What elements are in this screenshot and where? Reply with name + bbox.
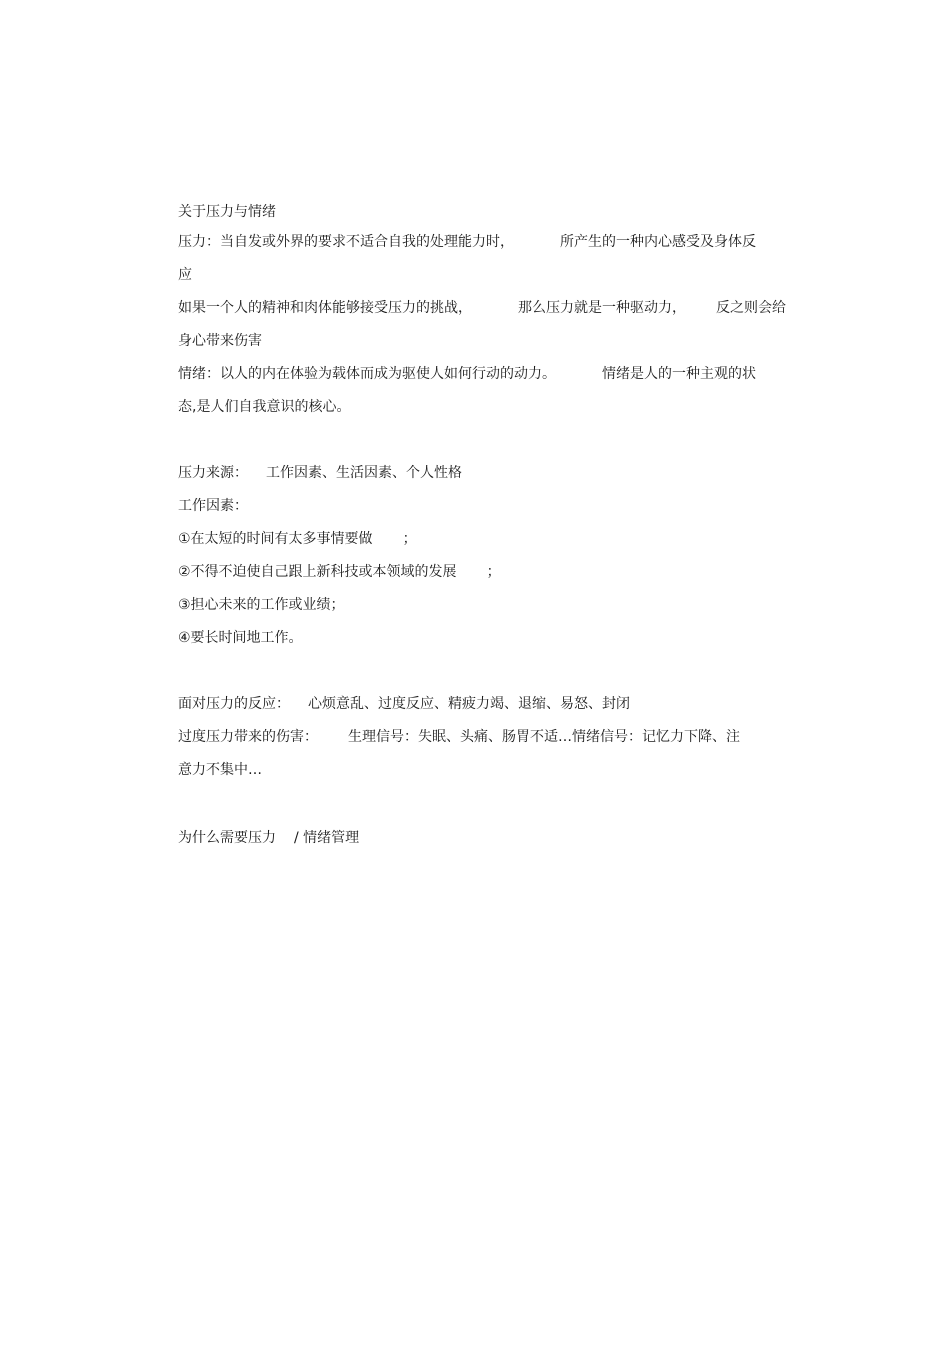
pressure-reaction-label: 面对压力的反应： (178, 696, 290, 712)
excess-pressure-harm-label: 过度压力带来的伤害： (178, 729, 318, 745)
work-factor-end: ； (486, 564, 501, 580)
pressure-challenge-part-c: 反之则会给 (716, 300, 786, 316)
pressure-definition-part-a: 压力：当自发或外界的要求不适合自我的处理能力时， (178, 234, 514, 250)
section-heading-why-part-b: / 情绪管理 (294, 830, 360, 846)
section-heading-why (178, 828, 359, 848)
emotion-definition-part-a: 情绪：以人的内在体验为载体而成为驱使人如何行动的动力。 (178, 366, 556, 382)
work-factor-item (178, 562, 501, 582)
pressure-challenge-part-b: 那么压力就是一种驱动力， (518, 300, 686, 316)
work-factor-end: ； (402, 531, 417, 547)
pressure-definition-part-b: 所产生的一种内心感受及身体反 (560, 234, 756, 250)
excess-pressure-harm-line-1 (178, 727, 740, 747)
emotion-definition-part-b: 情绪是人的一种主观的状 (602, 366, 756, 382)
pressure-reaction (178, 694, 630, 714)
pressure-challenge-line-2: 身心带来伤害 (178, 333, 262, 349)
work-factor-text: ②不得不迫使自己跟上新科技或本领域的发展 (178, 564, 457, 580)
pressure-challenge-line-1 (178, 298, 786, 318)
section-heading-why-part-a: 为什么需要压力 (178, 830, 276, 846)
pressure-sources (178, 463, 462, 483)
document-title: 关于压力与情绪 (178, 204, 276, 220)
work-factor-text: ①在太短的时间有太多事情要做 (178, 531, 373, 547)
pressure-reaction-value: 心烦意乱、过度反应、精疲力竭、退缩、易怒、封闭 (308, 696, 630, 712)
work-factor-item (178, 529, 417, 549)
work-factor-item: ③担心未来的工作或业绩； (178, 597, 345, 613)
pressure-challenge-part-a: 如果一个人的精神和肉体能够接受压力的挑战， (178, 300, 472, 316)
excess-pressure-harm-value: 生理信号：失眠、头痛、肠胃不适…情绪信号：记忆力下降、注 (348, 729, 740, 745)
emotion-definition-line-2: 态,是人们自我意识的核心。 (178, 399, 351, 415)
pressure-sources-label: 压力来源： (178, 465, 248, 481)
emotion-definition-line-1 (178, 364, 756, 384)
work-factor-item: ④要长时间地工作。 (178, 630, 303, 646)
pressure-sources-value: 工作因素、生活因素、个人性格 (266, 465, 462, 481)
pressure-definition-line-2: 应 (178, 267, 192, 283)
work-factors-heading: 工作因素： (178, 498, 248, 514)
pressure-definition-line-1 (178, 232, 756, 252)
excess-pressure-harm-line-2: 意力不集中… (178, 762, 262, 778)
